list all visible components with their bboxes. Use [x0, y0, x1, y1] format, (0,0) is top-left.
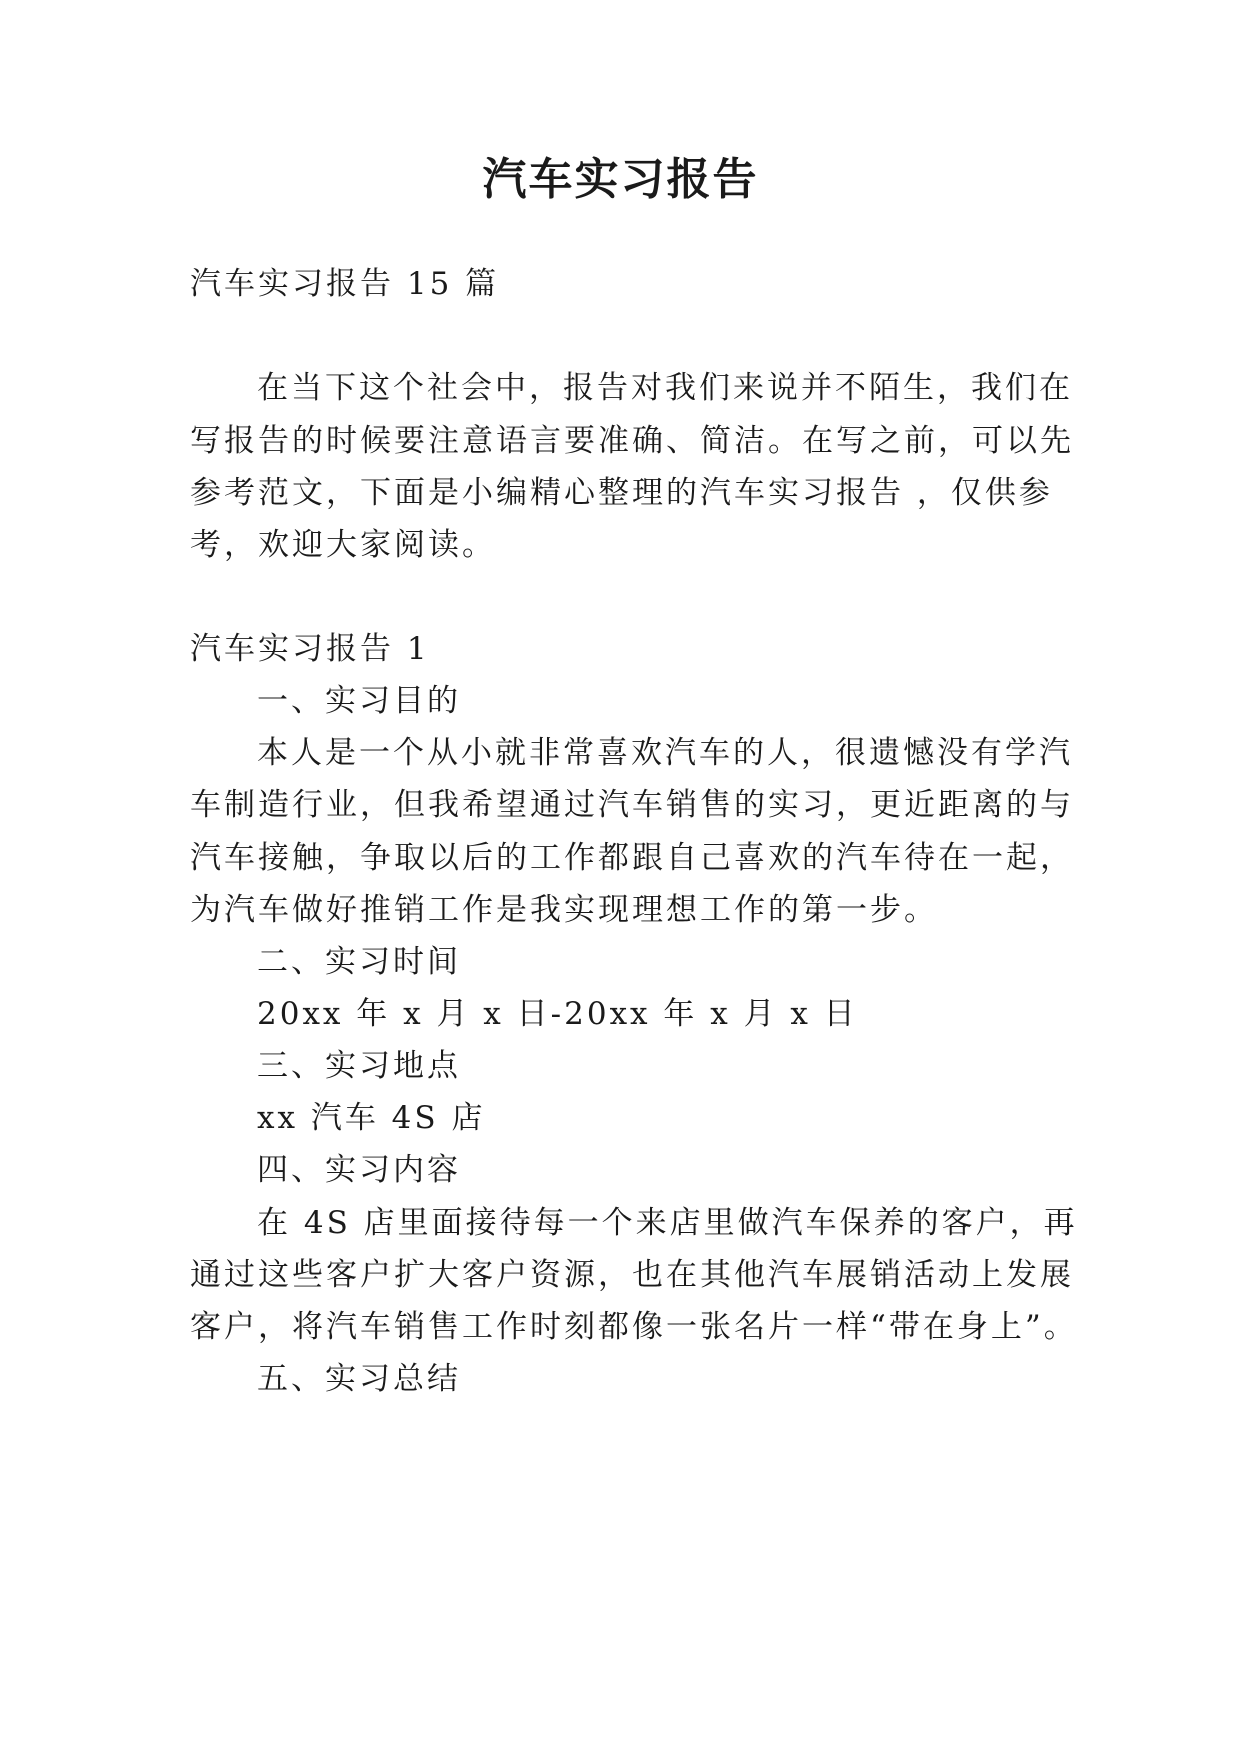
heading-content: 四、实习内容	[257, 1152, 461, 1188]
heading-location: 三、实习地点	[257, 1048, 461, 1084]
content-line-2: 通过这些客户扩大客户资源，也在其他汽车展销活动上发展	[190, 1257, 1074, 1293]
document-subtitle: 汽车实习报告 15 篇	[190, 266, 500, 302]
intro-line-4: 考，欢迎大家阅读。	[190, 527, 496, 563]
content-line-3: 客户，将汽车销售工作时刻都像一张名片一样“带在身上”。	[190, 1309, 1078, 1345]
time-value: 20xx 年 x 月 x 日-20xx 年 x 月 x 日	[257, 996, 858, 1032]
heading-summary: 五、实习总结	[257, 1361, 461, 1397]
location-value: xx 汽车 4S 店	[257, 1100, 486, 1136]
content-line-1: 在 4S 店里面接待每一个来店里做汽车保养的客户，再	[257, 1205, 1078, 1241]
document-title: 汽车实习报告	[482, 154, 759, 205]
purpose-line-4: 为汽车做好推销工作是我实现理想工作的第一步。	[190, 892, 938, 928]
heading-purpose: 一、实习目的	[257, 683, 461, 719]
heading-time: 二、实习时间	[257, 944, 461, 980]
purpose-line-3: 汽车接触，争取以后的工作都跟自己喜欢的汽车待在一起，	[190, 840, 1074, 876]
purpose-line-1: 本人是一个从小就非常喜欢汽车的人，很遗憾没有学汽	[257, 735, 1073, 771]
intro-line-1: 在当下这个社会中，报告对我们来说并不陌生，我们在	[257, 370, 1073, 406]
section-title: 汽车实习报告 1	[190, 631, 430, 667]
purpose-line-2: 车制造行业，但我希望通过汽车销售的实习，更近距离的与	[190, 787, 1074, 823]
intro-line-3: 参考范文，下面是小编精心整理的汽车实习报告 ，仅供参	[190, 475, 1053, 511]
intro-line-2: 写报告的时候要注意语言要准确、简洁。在写之前，可以先	[190, 423, 1074, 459]
